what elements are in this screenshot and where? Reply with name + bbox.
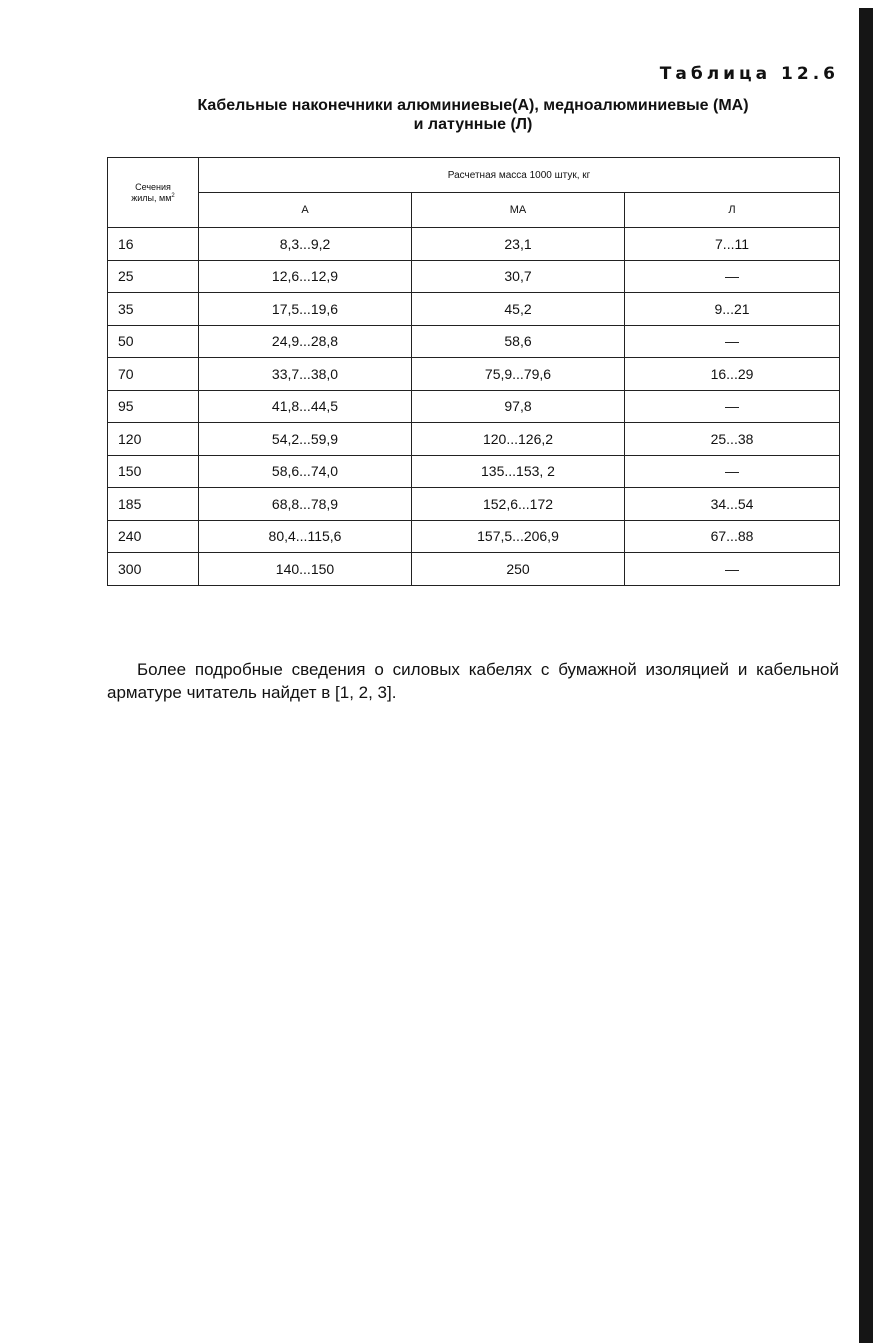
cell-l: 16...29 [625, 358, 840, 391]
header-col-l: Л [625, 193, 840, 228]
cell-ma: 23,1 [412, 228, 625, 261]
header-col-a: А [199, 193, 412, 228]
cell-section: 150 [108, 455, 199, 488]
cell-section: 35 [108, 293, 199, 326]
reference-note: Более подробные сведения о силовых кабелях с бумажной изоляцией и кабельной арматуре читатель найдет в [1, 2, 3]. [107, 660, 839, 702]
cell-a: 58,6...74,0 [199, 455, 412, 488]
table-row [108, 455, 840, 488]
cable-lugs-table [107, 157, 840, 586]
cell-a: 8,3...9,2 [199, 228, 412, 261]
table-row [108, 520, 840, 553]
header-section-unit-sup: 2 [171, 192, 175, 199]
cell-ma: 120...126,2 [412, 423, 625, 456]
cell-l: 34...54 [625, 488, 840, 521]
cell-l: — [625, 325, 840, 358]
cell-l: — [625, 455, 840, 488]
cell-a: 54,2...59,9 [199, 423, 412, 456]
cell-ma: 58,6 [412, 325, 625, 358]
cell-ma: 250 [412, 553, 625, 586]
header-section-line-2: жилы, мм [131, 192, 172, 203]
cell-section: 16 [108, 228, 199, 261]
header-section-cell [108, 158, 199, 228]
cell-a: 80,4...115,6 [199, 520, 412, 553]
cell-a: 140...150 [199, 553, 412, 586]
cell-section: 300 [108, 553, 199, 586]
table-row [108, 553, 840, 586]
table-number-label: Таблица 12.6 [659, 64, 839, 84]
cell-section: 120 [108, 423, 199, 456]
cell-l: — [625, 260, 840, 293]
cell-section: 70 [108, 358, 199, 391]
cell-l: 25...38 [625, 423, 840, 456]
cell-ma: 97,8 [412, 390, 625, 423]
header-col-ma: МА [412, 193, 625, 228]
table-row [108, 488, 840, 521]
table-row [108, 293, 840, 326]
cell-section: 240 [108, 520, 199, 553]
table-row [108, 325, 840, 358]
cell-a: 24,9...28,8 [199, 325, 412, 358]
header-section-line-1: Сечения [135, 181, 171, 192]
table-row [108, 390, 840, 423]
header-group-cell: Расчетная масса 1000 штук, кг [199, 158, 840, 193]
cell-a: 12,6...12,9 [199, 260, 412, 293]
cell-ma: 157,5...206,9 [412, 520, 625, 553]
cell-a: 17,5...19,6 [199, 293, 412, 326]
table-title-line-1: Кабельные наконечники алюминиевые(А), медноалюминиевые (МА) [197, 97, 749, 114]
page-edge-shadow [859, 8, 873, 1343]
cell-section: 50 [108, 325, 199, 358]
cell-section: 25 [108, 260, 199, 293]
cell-l: 9...21 [625, 293, 840, 326]
table-row [108, 228, 840, 261]
table-title [108, 96, 838, 134]
table-row [108, 260, 840, 293]
cell-l: — [625, 390, 840, 423]
cell-a: 33,7...38,0 [199, 358, 412, 391]
cell-ma: 152,6...172 [412, 488, 625, 521]
cell-ma: 135...153, 2 [412, 455, 625, 488]
table-row [108, 423, 840, 456]
cell-ma: 45,2 [412, 293, 625, 326]
cell-l: 7...11 [625, 228, 840, 261]
cell-a: 41,8...44,5 [199, 390, 412, 423]
cell-l: 67...88 [625, 520, 840, 553]
cell-a: 68,8...78,9 [199, 488, 412, 521]
cell-section: 185 [108, 488, 199, 521]
table-row [108, 358, 840, 391]
cell-ma: 75,9...79,6 [412, 358, 625, 391]
cell-ma: 30,7 [412, 260, 625, 293]
table-title-line-2: и латунные (Л) [413, 116, 533, 133]
cell-section: 95 [108, 390, 199, 423]
cell-l: — [625, 553, 840, 586]
